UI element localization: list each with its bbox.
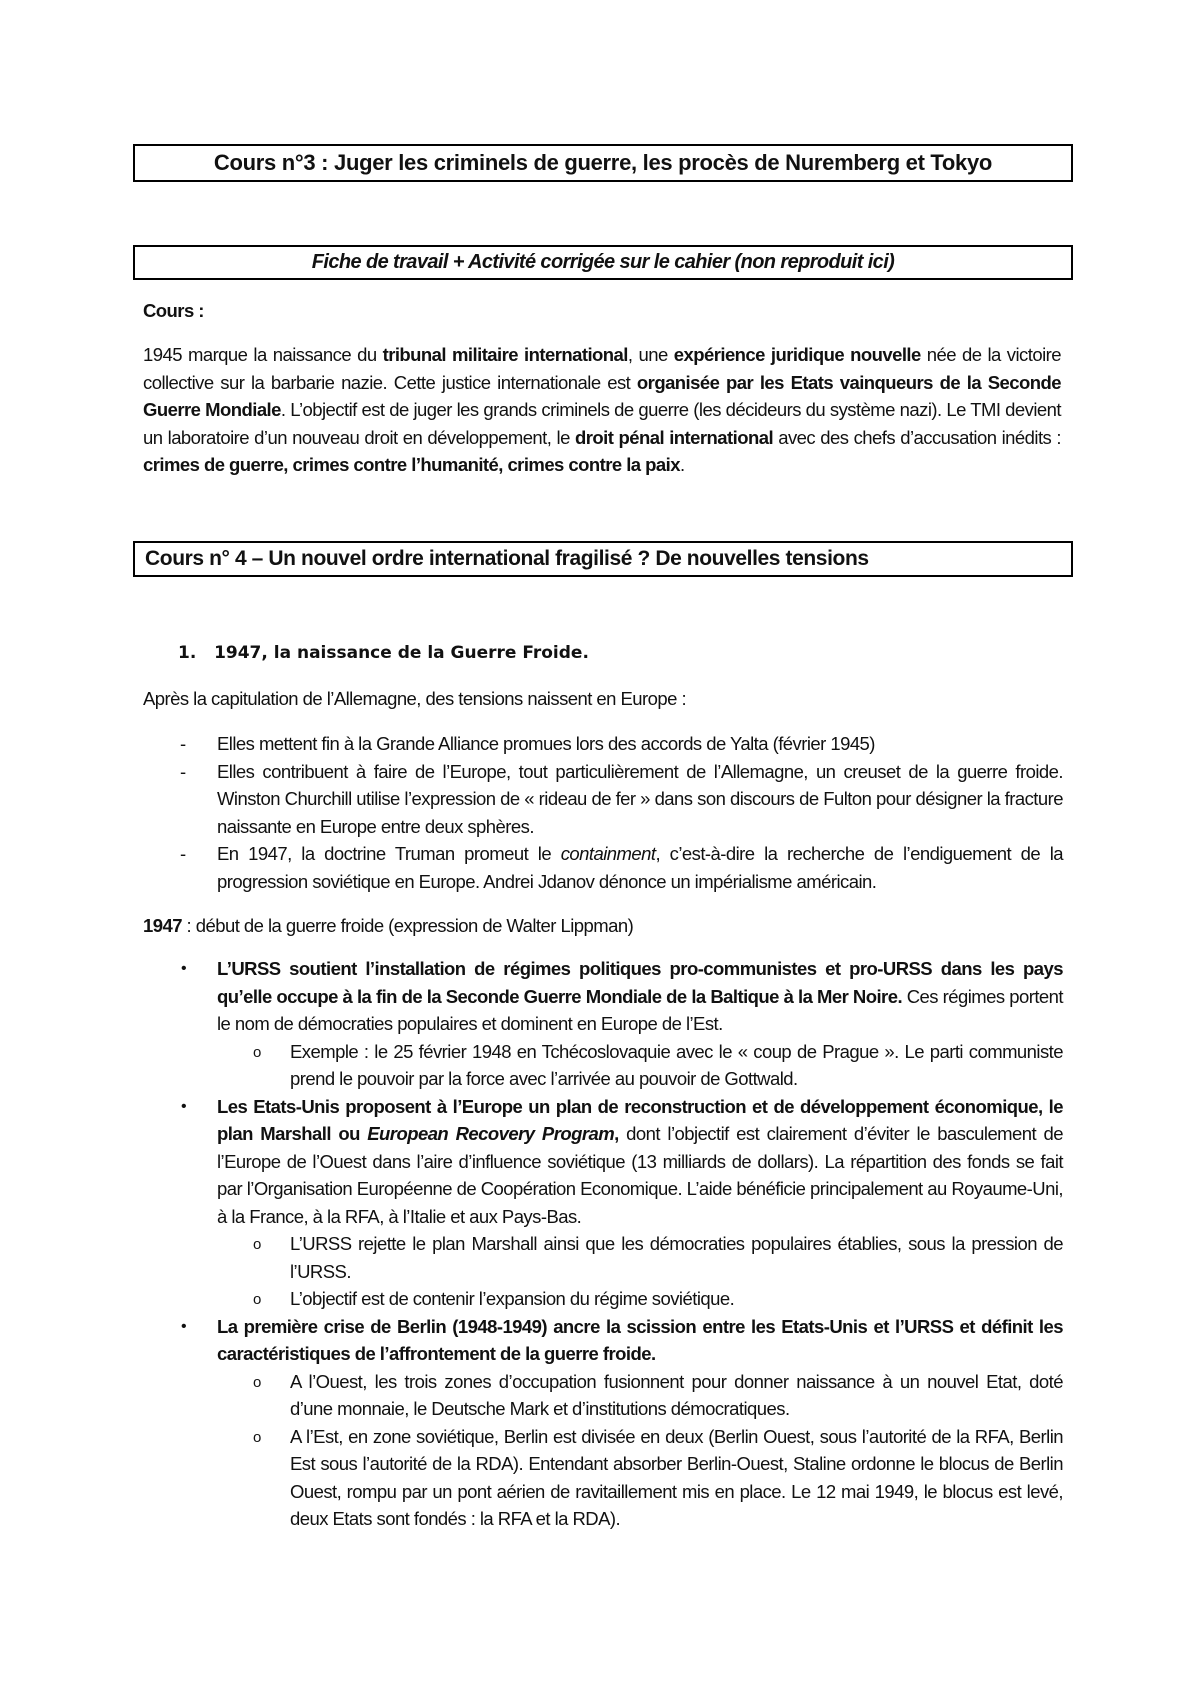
section-number: 1. xyxy=(178,643,197,663)
year-line xyxy=(143,912,1063,940)
sub-item xyxy=(143,1368,1063,1423)
bullet-marker: • xyxy=(181,1317,187,1335)
year-label: 1947 xyxy=(143,915,182,936)
intro-text: Après la capitulation de l’Allemagne, des tensions naissent en Europe : xyxy=(143,688,687,709)
sub-item xyxy=(143,1230,1063,1285)
bold-run: organisée par les Etats vainqueurs de la Seconde Guerre Mondiale xyxy=(143,371,1061,420)
section-title: 1947, la naissance de la Guerre Froide. xyxy=(214,643,589,663)
list-item xyxy=(143,730,1063,758)
sub-item xyxy=(143,1038,1063,1093)
course3-title-box xyxy=(133,144,1073,182)
sub-item xyxy=(143,1423,1063,1533)
tensions-list xyxy=(143,730,1063,895)
bullet-marker: • xyxy=(181,1097,187,1115)
course4-title: Cours n° 4 – Un nouvel ordre international fragilisé ? De nouvelles tensions xyxy=(145,547,869,570)
sub-list xyxy=(217,1230,1063,1313)
sub-item-text: L’objectif est de contenir l’expansion du régime soviétique. xyxy=(290,1288,735,1309)
worksheet-title: Fiche de travail + Activité corrigée sur le cahier (non reproduit ici) xyxy=(311,251,895,273)
text-run: avec des chefs d’accusation inédits : xyxy=(773,426,1061,448)
list-item-text: Elles contribuent à faire de l’Europe, tout particulièrement de l’Allemagne, un creuset de la guerre froide. Winston Churchill utilise l’expression de « rideau de fer » dans son discours de Fulton pour désigner la fracture naissante en Europe entre deux sphères. xyxy=(217,760,1063,837)
bold-run: tribunal militaire international xyxy=(382,344,628,365)
circle-marker: o xyxy=(253,1043,261,1061)
course3-paragraph xyxy=(143,341,1061,479)
bullet-item-urss xyxy=(143,955,1063,1093)
sub-item-text: A l’Ouest, les trois zones d’occupation fusionnent pour donner naissance à un nouvel Etat, doté d’une monnaie, le Deutsche Mark et d’institutions démocratiques. xyxy=(290,1370,1063,1419)
list-item xyxy=(143,758,1063,841)
list-item-text: , c’est-à-dire la recherche de l’endiguement de la progression soviétique en Europe. Andrei Jdanov dénonce un impérialisme américain. xyxy=(217,843,1064,892)
text-run: , une xyxy=(627,344,674,365)
bold-run: La première crise de Berlin (1948-1949) ancre la scission entre les Etats-Unis et l’URSS et définit les caractéristiques de l’affrontement de la guerre froide. xyxy=(217,1315,1063,1364)
circle-marker: o xyxy=(253,1373,261,1391)
sub-item-text: L’URSS rejette le plan Marshall ainsi que les démocraties populaires établies, sous la pression de l’URSS. xyxy=(290,1233,1063,1282)
text-run: . L’objectif est de juger les grands criminels de guerre (les décideurs du système nazi). Le TMI devient un laboratoire d’un nouveau droit en développement, le xyxy=(143,399,1061,448)
text-run: 1945 marque la naissance du xyxy=(143,344,383,365)
bullet-item-marshall xyxy=(143,1093,1063,1313)
bold-run: Les Etats-Unis proposent à l’Europe un plan de reconstruction et de développement économique, le plan Marshall ou xyxy=(217,1095,1063,1144)
sub-item-text: Exemple : le 25 février 1948 en Tchécoslovaquie avec le « coup de Prague ». Le parti communiste prend le pouvoir par la force avec l’arrivée au pouvoir de Gottwald. xyxy=(290,1040,1063,1089)
sub-item-text: A l’Est, en zone soviétique, Berlin est divisée en deux (Berlin Ouest, sous l’autorité de la RFA, Berlin Est sous l’autorité de la RDA). Entendant absorber Berlin-Ouest, Staline ordonne le blocus de Berlin Ouest, rompu par un pont aérien de ravitaillement mis en place. Le 12 mai 1949, le blocus est levé, deux Etats sont fondés : la RFA et la RDA). xyxy=(290,1425,1063,1529)
bold-run: expérience juridique nouvelle xyxy=(673,344,921,365)
italic-term: containment xyxy=(560,843,656,864)
list-item-text: En 1947, la doctrine Truman promeut le xyxy=(217,843,561,864)
bold-run: crimes de guerre, crimes contre l’humanité, crimes contre la paix xyxy=(143,454,680,475)
section-heading xyxy=(178,640,589,668)
circle-marker: o xyxy=(253,1291,261,1308)
cours-heading: Cours : xyxy=(143,300,204,321)
bold-run: , xyxy=(614,1123,619,1144)
bold-run: L’URSS soutient l’installation de régimes politiques pro-communistes et pro-URSS dans les pays qu’elle occupe à la fin de la Seconde Guerre Mondiale de la Baltique à la Mer Noire. xyxy=(217,958,1063,1007)
course4-title-box xyxy=(133,541,1073,577)
dash-marker: - xyxy=(180,760,186,782)
bold-italic-run: European Recovery Program xyxy=(367,1123,615,1144)
worksheet-title-box xyxy=(133,245,1073,280)
dash-marker: - xyxy=(180,843,186,864)
text-run: née de la victoire collective sur la barbarie nazie. Cette justice internationale est xyxy=(143,344,1061,393)
bold-run: droit pénal international xyxy=(574,426,774,448)
list-item-text: Elles mettent fin à la Grande Alliance promues lors des accords de Yalta (février 1945) xyxy=(217,733,875,754)
list-item xyxy=(143,840,1063,895)
text-run: dont l’objectif est clairement d’éviter le basculement de l’Europe de l’Ouest dans l’aire d’influence soviétique (13 milliards de dollars). La répartition des fonds se fait par l’Organisation Européenne de Coopération Economique. L’aide bénéficie principalement au Royaume-Uni, à la France, à la RFA, à l’Italie et aux Pays-Bas. xyxy=(217,1123,1064,1227)
bullet-marker: • xyxy=(181,960,187,977)
cold-war-bullets xyxy=(143,955,1063,1533)
sub-list xyxy=(217,1038,1063,1093)
dash-marker: - xyxy=(180,733,186,754)
year-text: : début de la guerre froide (expression de Walter Lippman) xyxy=(181,915,634,936)
sub-item xyxy=(143,1285,1063,1313)
text-run: . xyxy=(679,454,685,475)
course3-title: Cours n°3 : Juger les criminels de guerre, les procès de Nuremberg et Tokyo xyxy=(213,150,993,175)
sub-list xyxy=(217,1368,1063,1533)
circle-marker: o xyxy=(253,1236,261,1253)
bullet-item-berlin xyxy=(143,1313,1063,1533)
text-run: Ces régimes portent le nom de démocraties populaires et dominent en Europe de l’Est. xyxy=(217,985,1064,1034)
circle-marker: o xyxy=(253,1428,261,1446)
